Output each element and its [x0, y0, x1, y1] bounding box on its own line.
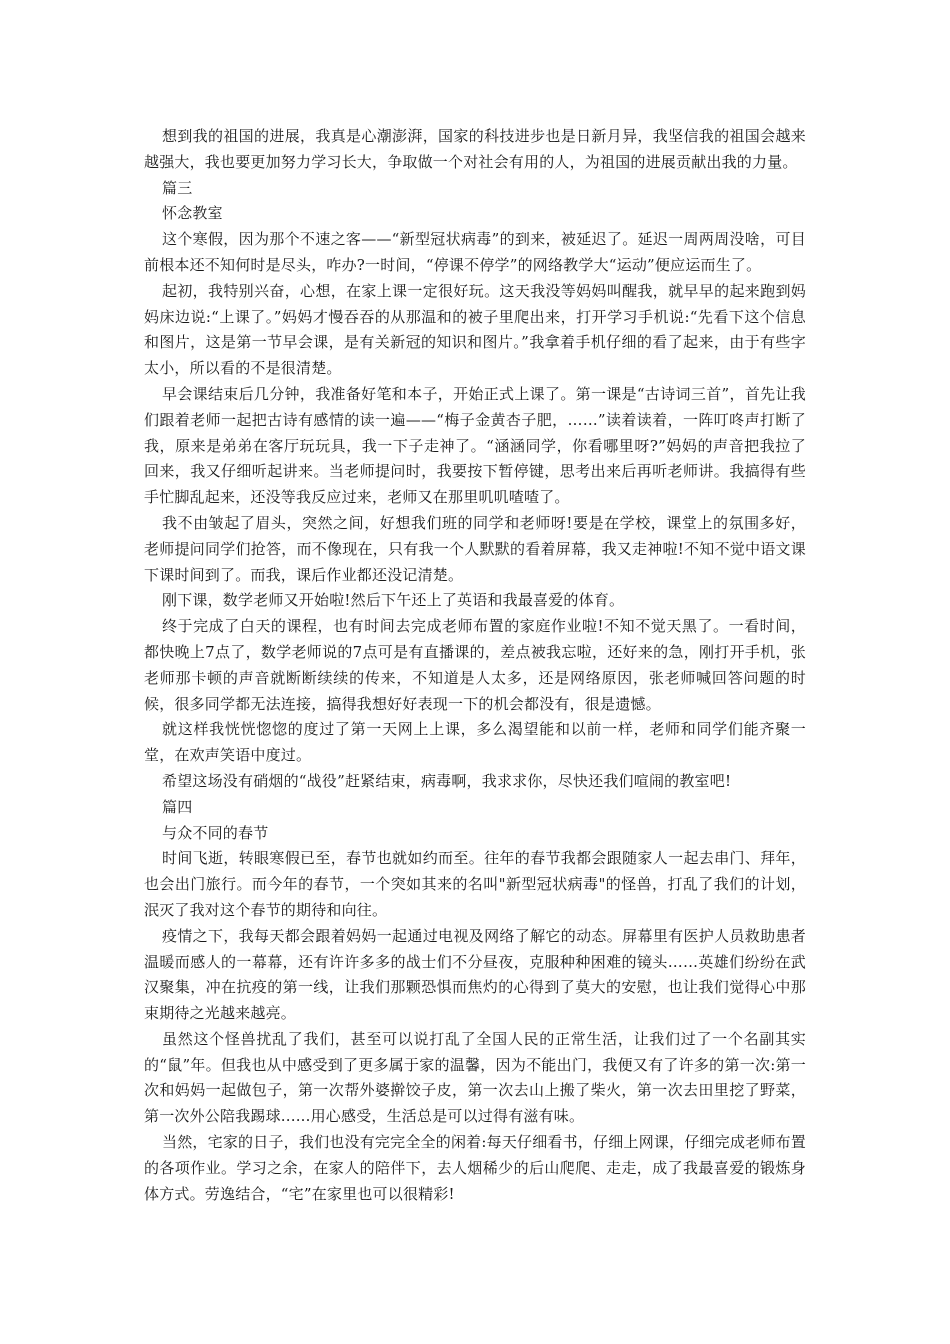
- paragraph: 希望这场没有硝烟的“战役”赶紧结束，病毒啊，我求求你，尽快还我们喧闹的教室吧!: [162, 771, 732, 790]
- paragraph: 当然，宅家的日子，我们也没有完完全全的闲着:每天仔细看书，仔细上网课，仔细完成老师布置的各项作业。学习之余，在家人的陪伴下，去人烟稀少的后山爬爬、走走，成了我最喜爱的锻炼身体方式。劳逸结合，“宅”在家里也可以很精彩!: [144, 1133, 806, 1203]
- paragraph: 虽然这个怪兽扰乱了我们，甚至可以说打乱了全国人民的正常生活，让我们过了一个名副其实的“鼠”年。但我也从中感受到了更多属于家的温馨，因为不能出门，我便又有了许多的第一次:第一次和妈妈一起做包子，第一次帮外婆擀饺子皮，第一次去山上搬了柴火，第一次去田里挖了野菜，第一次外公陪我踢球......用心感受，生活总是可以过得有滋有味。: [144, 1029, 806, 1126]
- paragraph: 刚下课，数学老师又开始啦!然后下午还上了英语和我最喜爱的体育。: [162, 591, 625, 610]
- paragraph: 想到我的祖国的进展，我真是心潮澎湃，国家的科技进步也是日新月异，我坚信我的祖国会越来越强大，我也要更加努力学习长大，争取做一个对社会有用的人，为祖国的进展贡献出我的力量。: [144, 127, 806, 171]
- article-title: 与众不同的春节: [162, 823, 269, 842]
- paragraph: 就这样我恍恍惚惚的度过了第一天网上上课，多么渴望能和以前一样，老师和同学们能齐聚一堂，在欢声笑语中度过。: [144, 720, 806, 765]
- document-body: [144, 124, 806, 1207]
- paragraph: 疫情之下，我每天都会跟着妈妈一起通过电视及网络了解它的动态。屏幕里有医护人员救助患者温暖而感人的一幕幕，还有许许多多的战士们不分昼夜，克服种种困难的镜头……英雄们纷纷在武汉聚集，冲在抗疫的第一线，让我们那颗恐惧而焦灼的心得到了莫大的安慰，也让我们觉得心中那束期待之光越来越亮。: [144, 926, 806, 1023]
- section-heading: 篇三: [162, 178, 193, 197]
- section-heading: 篇四: [162, 797, 193, 816]
- paragraph: 我不由皱起了眉头，突然之间，好想我们班的同学和老师呀!要是在学校，课堂上的氛围多好，老师提问同学们抢答，而不像现在，只有我一个人默默的看着屏幕，我又走神啦!不知不觉中语文课下课时间到了。而我，课后作业都还没记清楚。: [144, 513, 806, 584]
- article-title: 怀念教室: [162, 204, 223, 223]
- paragraph: 终于完成了白天的课程，也有时间去完成老师布置的家庭作业啦!不知不觉天黑了。一看时间，都快晚上7点了，数学老师说的7点可是有直播课的，差点被我忘啦，还好来的急，刚打开手机，张老师那卡顿的声音就断断续续的传来，不知道是人太多，还是网络原因，张老师喊回答问题的时候，很多同学都无法连接，搞得我想好好表现一下的机会都没有，很是遗憾。: [144, 617, 806, 713]
- paragraph: 起初，我特别兴奋，心想，在家上课一定很好玩。这天我没等妈妈叫醒我，就早早的起来跑到妈妈床边说:“上课了。”妈妈才慢吞吞的从那温和的被子里爬出来，打开学习手机说:“先看下这个信息和图片，这是第一节早会课，是有关新冠的知识和图片。”我拿着手机仔细的看了起来，由于有些字太小，所以看的不是很清楚。: [144, 281, 806, 378]
- paragraph: 这个寒假，因为那个不速之客——“新型冠状病毒”的到来，被延迟了。延迟一周两周没啥，可目前根本还不知何时是尽头，咋办?一时间，“停课不停学”的网络教学大“运动”便应运而生了。: [144, 230, 806, 274]
- paragraph: 时间飞逝，转眼寒假已至，春节也就如约而至。往年的春节我都会跟随家人一起去串门、拜年，也会出门旅行。而今年的春节，一个突如其来的名叫"新型冠状病毒"的怪兽，打乱了我们的计划，泯灭了我对这个春节的期待和向往。: [144, 849, 806, 919]
- paragraph: 早会课结束后几分钟，我准备好笔和本子，开始正式上课了。第一课是“古诗词三首”，首先让我们跟着老师一起把古诗有感情的读一遍——“梅子金黄杏子肥，……”读着读着，一阵叮咚声打断了我，原来是弟弟在客厅玩玩具，我一下子走神了。“涵涵同学，你看哪里呀?”妈妈的声音把我拉了回来，我又仔细听起讲来。当老师提问时，我要按下暂停键，思考出来后再听老师讲。我搞得有些手忙脚乱起来，还没等我反应过来，老师又在那里叽叽喳喳了。: [144, 384, 806, 507]
